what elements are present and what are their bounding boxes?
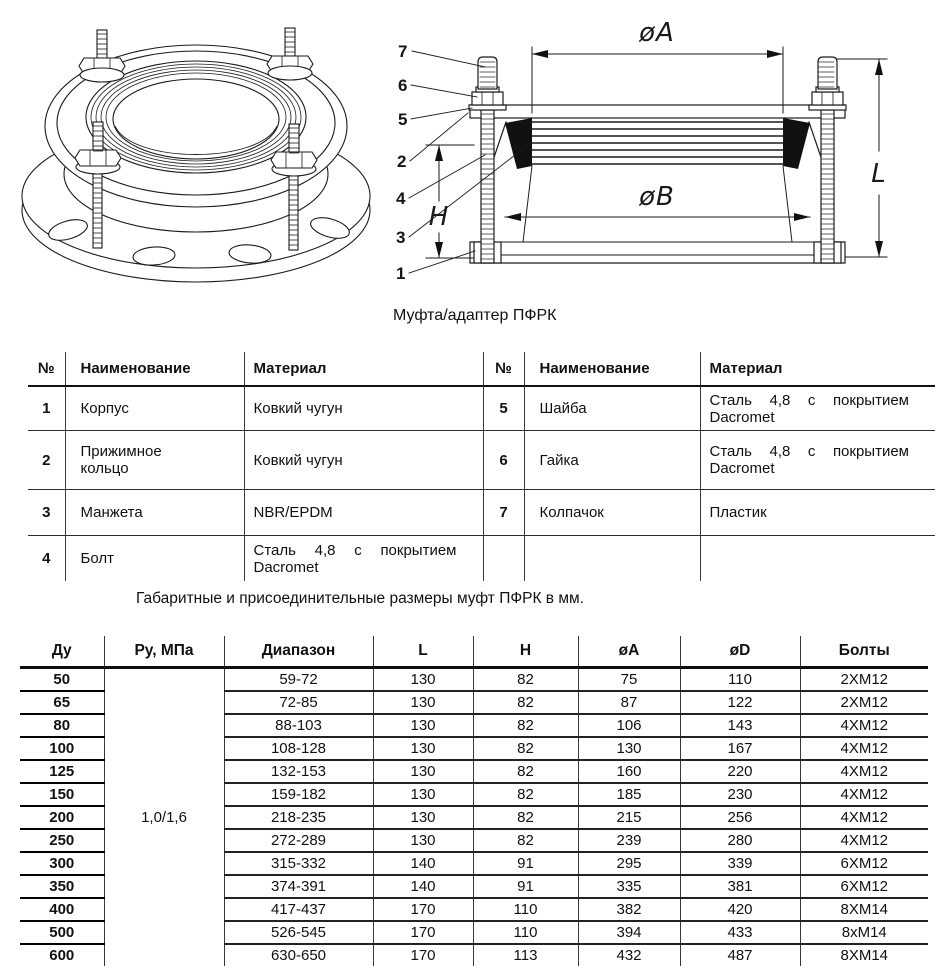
dia-a-value: 87 [578, 691, 680, 714]
dia-d-value: 110 [680, 668, 800, 692]
bolts-value: 4XM12 [800, 783, 928, 806]
arrowhead [794, 213, 810, 221]
parts-table-body [28, 386, 935, 581]
h-value: 82 [473, 829, 578, 852]
dia-a-value: 215 [578, 806, 680, 829]
l-value: 170 [373, 921, 473, 944]
dia-d-value: 381 [680, 875, 800, 898]
range-value: 315-332 [224, 852, 373, 875]
part-material [700, 536, 935, 582]
dn-value: 250 [20, 829, 104, 852]
part-name: Шайба [524, 386, 700, 431]
callout-label-6: 6 [398, 76, 408, 95]
range-value: 72-85 [224, 691, 373, 714]
parts-row [28, 431, 935, 490]
body-slope-left [523, 166, 532, 242]
header-part-material: Материал [244, 352, 483, 386]
bolts-value: 4XM12 [800, 829, 928, 852]
part-name: Колпачок [524, 490, 700, 536]
dn-value: 600 [20, 944, 104, 966]
dia-a-value: 130 [578, 737, 680, 760]
dia-d-value: 339 [680, 852, 800, 875]
callout-label-4: 4 [396, 189, 406, 208]
bolts-value: 2XM12 [800, 668, 928, 692]
range-value: 108-128 [224, 737, 373, 760]
bolt-left [469, 57, 506, 263]
parts-header-row [28, 352, 935, 386]
dia-d-value: 230 [680, 783, 800, 806]
parts-row [28, 386, 935, 431]
arrowhead [767, 50, 783, 58]
dim-label-dia-a: øA [639, 18, 675, 48]
part-name [524, 536, 700, 582]
parts-row [28, 536, 935, 582]
dia-d-value: 280 [680, 829, 800, 852]
part-material: Сталь 4,8 с покрытием Dacromet [244, 536, 483, 582]
header-dia-d: øD [680, 636, 800, 668]
section-drawing [382, 5, 943, 297]
header-part-material: Материал [700, 352, 935, 386]
arrowhead [435, 145, 443, 161]
arrowhead [435, 242, 443, 258]
l-value: 130 [373, 806, 473, 829]
dia-d-value: 122 [680, 691, 800, 714]
dia-a-value: 295 [578, 852, 680, 875]
bolts-value: 4XM12 [800, 737, 928, 760]
header-part-name: Наименование [65, 352, 244, 386]
arrowhead [875, 59, 883, 75]
h-value: 82 [473, 737, 578, 760]
range-value: 630-650 [224, 944, 373, 966]
dn-value: 50 [20, 668, 104, 692]
part-name: Корпус [65, 386, 244, 431]
header-bolts: Болты [800, 636, 928, 668]
arrowhead [875, 241, 883, 257]
dn-value: 80 [20, 714, 104, 737]
dia-d-value: 420 [680, 898, 800, 921]
h-value: 91 [473, 875, 578, 898]
dia-a-value: 160 [578, 760, 680, 783]
range-value: 526-545 [224, 921, 373, 944]
range-value: 132-153 [224, 760, 373, 783]
h-value: 82 [473, 668, 578, 692]
dn-value: 125 [20, 760, 104, 783]
dn-value: 400 [20, 898, 104, 921]
part-number: 5 [483, 386, 524, 431]
gasket-ribs [532, 122, 783, 164]
dim-label-l: L [871, 159, 887, 189]
part-name: Манжета [65, 490, 244, 536]
callout-label-3: 3 [396, 228, 406, 247]
dim-label-h: H [428, 202, 450, 232]
part-material: Сталь 4,8 с покрытием Dacromet [700, 386, 935, 431]
dimensions-table [20, 636, 928, 966]
dn-value: 100 [20, 737, 104, 760]
part-material: NBR/EPDM [244, 490, 483, 536]
dia-d-value: 433 [680, 921, 800, 944]
dia-a-value: 75 [578, 668, 680, 692]
h-value: 91 [473, 852, 578, 875]
bolt-back-right [267, 28, 313, 80]
parts-row [28, 490, 935, 536]
range-value: 88-103 [224, 714, 373, 737]
part-material: Сталь 4,8 с покрытием Dacromet [700, 431, 935, 490]
bolts-value: 2XM12 [800, 691, 928, 714]
dia-a-value: 335 [578, 875, 680, 898]
l-value: 140 [373, 852, 473, 875]
l-value: 130 [373, 783, 473, 806]
part-name: Прижимное кольцо [65, 431, 244, 490]
bolts-value: 4XM12 [800, 806, 928, 829]
l-value: 130 [373, 714, 473, 737]
bolts-value: 6XM12 [800, 875, 928, 898]
h-value: 110 [473, 921, 578, 944]
gasket-left [505, 118, 532, 169]
part-number: 7 [483, 490, 524, 536]
arrowhead [532, 50, 548, 58]
dia-a-value: 394 [578, 921, 680, 944]
l-value: 130 [373, 691, 473, 714]
bolts-value: 8XM14 [800, 944, 928, 966]
bolts-value: 4XM12 [800, 714, 928, 737]
header-pressure: Ру, МПа [104, 636, 224, 668]
arrowhead [505, 213, 521, 221]
header-part-number: № [28, 352, 65, 386]
leader-lines [409, 51, 528, 273]
dia-a-value: 106 [578, 714, 680, 737]
dia-d-value: 487 [680, 944, 800, 966]
dia-a-value: 382 [578, 898, 680, 921]
callout-label-7: 7 [398, 42, 408, 61]
h-value: 82 [473, 760, 578, 783]
range-value: 272-289 [224, 829, 373, 852]
bolts-value: 8XM14 [800, 898, 928, 921]
part-name: Гайка [524, 431, 700, 490]
range-value: 374-391 [224, 875, 373, 898]
h-value: 82 [473, 806, 578, 829]
bolt-back-left [79, 30, 125, 82]
part-material: Пластик [700, 490, 935, 536]
dia-a-value: 239 [578, 829, 680, 852]
dn-value: 200 [20, 806, 104, 829]
dia-d-value: 256 [680, 806, 800, 829]
l-value: 140 [373, 875, 473, 898]
l-value: 170 [373, 944, 473, 966]
dia-d-value: 143 [680, 714, 800, 737]
l-value: 130 [373, 829, 473, 852]
range-value: 218-235 [224, 806, 373, 829]
pressure-ring [470, 105, 845, 118]
dn-value: 500 [20, 921, 104, 944]
dimensions-caption: Габаритные и присоединительные размеры муфт ПФРК в мм. [136, 590, 584, 607]
part-number [483, 536, 524, 582]
header-part-name: Наименование [524, 352, 700, 386]
l-value: 130 [373, 737, 473, 760]
header-h: H [473, 636, 578, 668]
h-value: 110 [473, 898, 578, 921]
bolt-right [809, 57, 846, 263]
dia-d-value: 167 [680, 737, 800, 760]
bolts-value: 4XM12 [800, 760, 928, 783]
bolts-value: 8xM14 [800, 921, 928, 944]
dn-value: 150 [20, 783, 104, 806]
h-value: 82 [473, 783, 578, 806]
header-dn: Ду [20, 636, 104, 668]
part-number: 4 [28, 536, 65, 582]
part-number: 2 [28, 431, 65, 490]
dims-table-body [20, 668, 928, 967]
body-slope-right [783, 166, 792, 242]
h-value: 82 [473, 691, 578, 714]
figure-caption: Муфта/адаптер ПФРК [393, 307, 557, 324]
range-value: 159-182 [224, 783, 373, 806]
dia-a-value: 432 [578, 944, 680, 966]
dims-header-row [20, 636, 928, 668]
range-value: 59-72 [224, 668, 373, 692]
h-value: 82 [473, 714, 578, 737]
h-value: 113 [473, 944, 578, 966]
dn-value: 350 [20, 875, 104, 898]
header-range: Диапазон [224, 636, 373, 668]
callout-label-2: 2 [397, 152, 407, 171]
header-dia-a: øA [578, 636, 680, 668]
part-number: 3 [28, 490, 65, 536]
part-name: Болт [65, 536, 244, 582]
dn-value: 65 [20, 691, 104, 714]
isometric-drawing [8, 4, 383, 299]
dn-value: 300 [20, 852, 104, 875]
l-value: 130 [373, 668, 473, 692]
dim-a-lines [532, 47, 783, 113]
through-hole [113, 79, 279, 159]
header-part-number: № [483, 352, 524, 386]
part-number: 6 [483, 431, 524, 490]
part-material: Ковкий чугун [244, 386, 483, 431]
part-material: Ковкий чугун [244, 431, 483, 490]
dia-a-value: 185 [578, 783, 680, 806]
l-value: 130 [373, 760, 473, 783]
parts-table [28, 352, 935, 581]
bolts-value: 6XM12 [800, 852, 928, 875]
callout-label-1: 1 [396, 264, 406, 283]
part-number: 1 [28, 386, 65, 431]
header-l: L [373, 636, 473, 668]
dims-row [20, 668, 928, 692]
callout-label-5: 5 [398, 110, 408, 129]
gasket-right [783, 118, 810, 169]
dia-d-value: 220 [680, 760, 800, 783]
pressure-value: 1,0/1,6 [104, 668, 224, 967]
range-value: 417-437 [224, 898, 373, 921]
dim-label-dia-b: øB [639, 182, 675, 212]
l-value: 170 [373, 898, 473, 921]
dim-l-lines [837, 59, 887, 257]
